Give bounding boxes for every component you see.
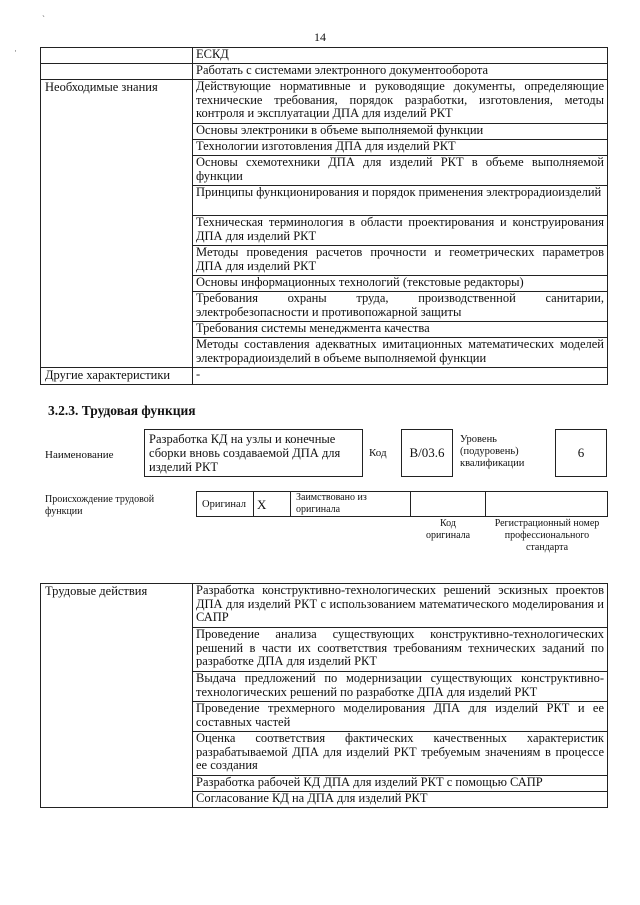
action-item: Разработка рабочей КД ДПА для изделий РКТ с помощью САПР (193, 776, 608, 792)
actions-label: Трудовые действия (41, 584, 193, 808)
knowledge-item: Требования системы менеджмента качества (193, 322, 608, 338)
corner-mark-left: · (14, 46, 17, 56)
other-characteristics-label: Другие характеристики (41, 368, 193, 385)
knowledge-label: Необходимые знания (41, 80, 193, 368)
original-label: Оригинал (202, 499, 246, 510)
section-title: 3.2.3. Трудовая функция (48, 403, 196, 418)
borrowed-label: Заимствовано из оригинала (296, 492, 367, 515)
actions-table (40, 583, 608, 808)
action-item: Проведение трехмерного моделирования ДПА для изделий РКТ и ее составных частей (193, 702, 608, 732)
knowledge-item: Основы информационных технологий (текстовые редакторы) (193, 276, 608, 292)
reg-number-caption: Регистрационный номер профессионального стандарта (494, 518, 600, 553)
knowledge-item: Действующие нормативные и руководящие документы, определяющие технические требования, порядок разработки, изготовления, методы контроля и эксплуатации ДПА для изделий РКТ (193, 80, 608, 124)
knowledge-item: Методы проведения расчетов прочности и геометрических параметров ДПА для изделий РКТ (193, 246, 608, 276)
knowledge-item: Требования охраны труда, производственной санитарии, электробезопасности и противопожарной защиты (193, 292, 608, 322)
table-row: ЕСКД (193, 48, 608, 64)
level-label: Уровень (подуровень) квалификации (460, 434, 525, 469)
level-box (555, 429, 607, 477)
level-value: 6 (577, 445, 585, 460)
knowledge-item: Методы составления адекватных имитационных математических моделей электрорадиоизделий в объеме выполняемой функции (193, 338, 608, 368)
knowledge-item: Основы схемотехники ДПА для изделий РКТ в объеме выполняемой функции (193, 156, 608, 186)
origin-divider (253, 491, 254, 517)
action-item: Разработка конструктивно-технологических решений эскизных проектов ДПА для изделий РКТ с использованием математического моделирования и САПР (193, 584, 608, 628)
table-row: Работать с системами электронного документооборота (193, 64, 608, 80)
origin-label: Происхождение трудовой функции (45, 494, 155, 517)
knowledge-table (40, 47, 608, 385)
code-origin-caption: Код оригинала (425, 518, 471, 541)
knowledge-item: Технологии изготовления ДПА для изделий РКТ (193, 140, 608, 156)
origin-divider (290, 491, 291, 517)
function-name-value: Разработка КД на узлы и конечные сборки вновь создаваемой ДПА для изделий РКТ (149, 432, 341, 474)
code-label: Код (369, 447, 387, 459)
origin-divider (410, 491, 411, 517)
knowledge-item: Принципы функционирования и порядок применения электрорадиоизделий (193, 186, 608, 216)
knowledge-item: Техническая терминология в области проектирования и конструирования ДПА для изделий РКТ (193, 216, 608, 246)
action-item: Выдача предложений по модернизации существующих конструктивно-технологических решений по разработке ДПА для изделий РКТ (193, 672, 608, 702)
code-box (401, 429, 453, 477)
action-item: Оценка соответствия фактических качественных характеристик разрабатываемой ДПА для изделий РКТ требуемым значениям в процессе ее создания (193, 732, 608, 776)
table-cell-empty (41, 48, 193, 64)
knowledge-item: Основы электроники в объеме выполняемой функции (193, 124, 608, 140)
original-mark: X (257, 497, 267, 512)
function-name-box (144, 429, 363, 477)
action-item: Согласование КД на ДПА для изделий РКТ (193, 792, 608, 808)
page-number: 14 (314, 30, 326, 44)
code-value: B/03.6 (409, 445, 445, 460)
origin-divider (485, 491, 486, 517)
other-characteristics-value: - (193, 368, 608, 385)
action-item: Проведение анализа существующих конструктивно-технологических решений в части их соответствия требованиям технических заданий по разработке ДПА для изделий РКТ (193, 628, 608, 672)
name-label: Наименование (45, 449, 114, 461)
table-cell-empty (41, 64, 193, 80)
corner-mark-top: ` (42, 14, 45, 24)
